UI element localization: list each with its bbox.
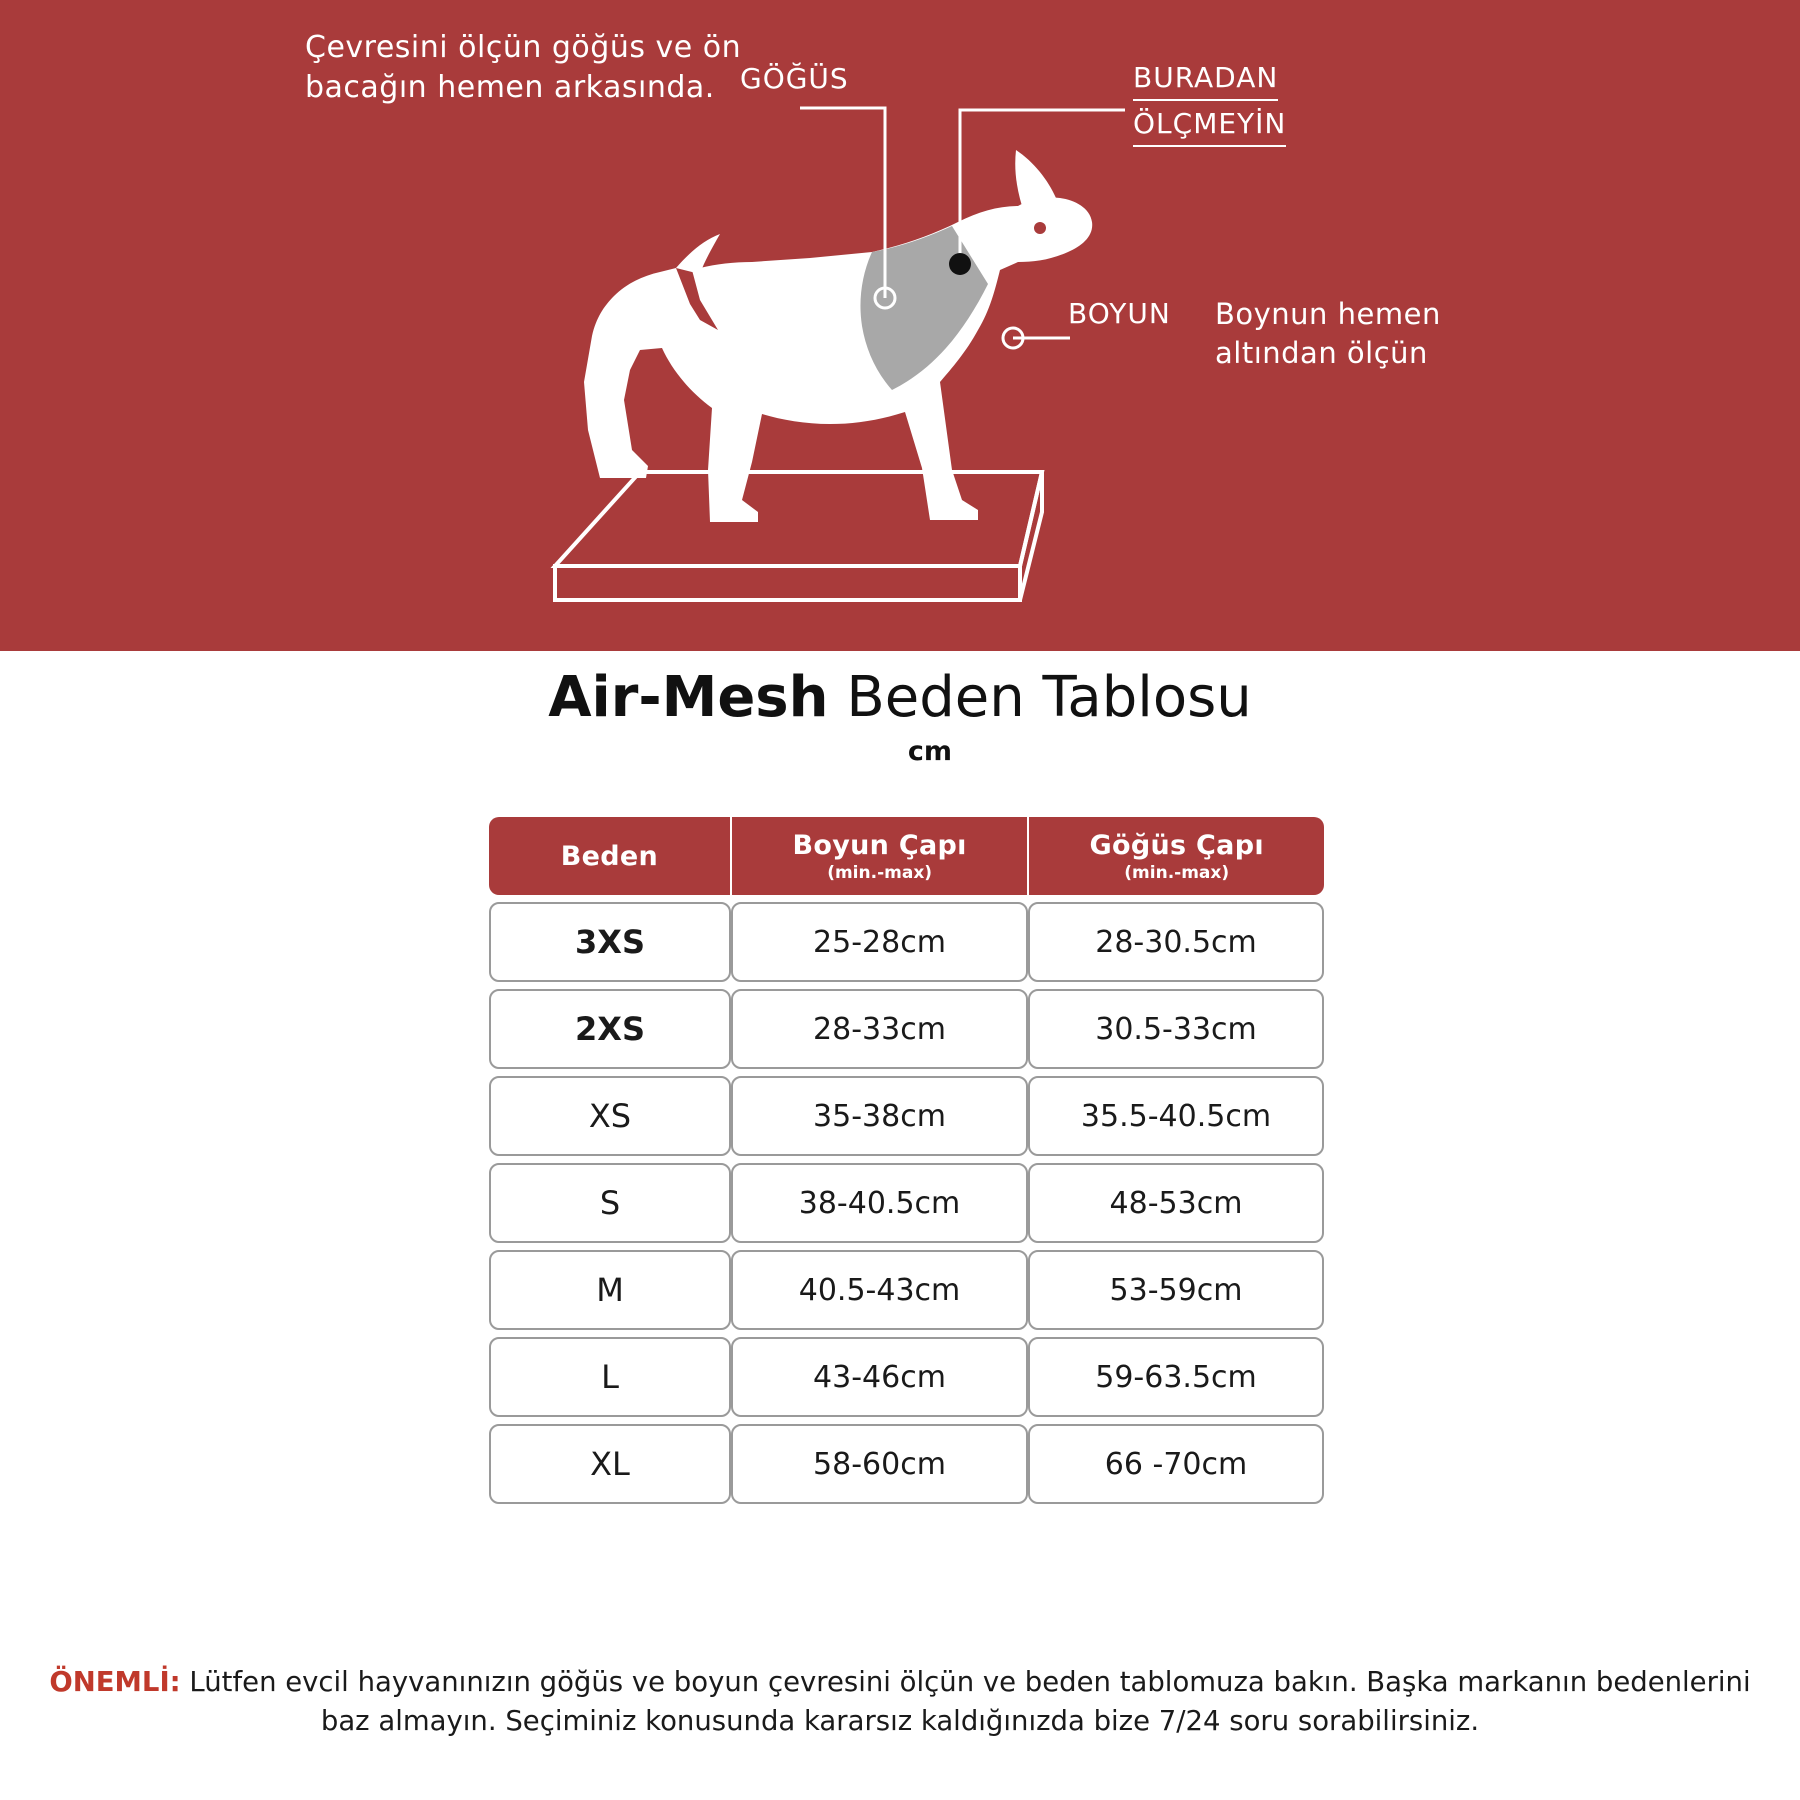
cell-size: M	[489, 1250, 731, 1330]
buradan-olcmeyin-point	[949, 253, 971, 275]
platform-box	[548, 470, 1042, 605]
cell-neck: 38-40.5cm	[731, 1163, 1028, 1243]
do-not-measure-line-1: BURADAN	[1133, 58, 1278, 101]
title-unit: cm	[907, 736, 953, 767]
table-row	[489, 1076, 1324, 1156]
size-table	[489, 817, 1324, 1504]
cell-neck: 58-60cm	[731, 1424, 1028, 1504]
table-row	[489, 1163, 1324, 1243]
header-cell-neck	[732, 817, 1030, 895]
cell-neck: 28-33cm	[731, 989, 1028, 1069]
cell-size: L	[489, 1337, 731, 1417]
cell-chest: 48-53cm	[1028, 1163, 1324, 1243]
title-brand: Air-Mesh	[548, 665, 829, 730]
cell-neck: 43-46cm	[731, 1337, 1028, 1417]
cell-chest: 59-63.5cm	[1028, 1337, 1324, 1417]
table-row	[489, 1250, 1324, 1330]
annotation-chest-label: GÖĞÜS	[740, 62, 849, 95]
cell-neck: 25-28cm	[731, 902, 1028, 982]
cell-chest: 53-59cm	[1028, 1250, 1324, 1330]
cell-chest: 35.5-40.5cm	[1028, 1076, 1324, 1156]
annotation-neck-instruction: Boynun hemen altından ölçün	[1215, 297, 1441, 371]
cell-chest: 66 -70cm	[1028, 1424, 1324, 1504]
note-lead: ÖNEMLİ:	[49, 1666, 181, 1698]
table-row	[489, 1337, 1324, 1417]
note-text: Lütfen evcil hayvanınızın göğüs ve boyun çevresini ölçün ve beden tablomuza bakın. Başka markanın bedenlerini baz almayın. Seçiminiz konusunda kararsız kaldığınızda bize 7/24 soru sorabilirsiniz.	[180, 1666, 1751, 1738]
table-row	[489, 902, 1324, 982]
cell-neck: 40.5-43cm	[731, 1250, 1028, 1330]
header-cell-size	[489, 817, 732, 895]
cell-size: XL	[489, 1424, 731, 1504]
hero-panel	[0, 0, 1800, 651]
header-cell-chest	[1029, 817, 1324, 895]
annotation-do-not-measure	[1133, 58, 1413, 150]
table-row	[489, 989, 1324, 1069]
annotation-chest-instruction: Çevresini ölçün göğüs ve ön bacağın hemen arkasında.	[305, 30, 742, 106]
dog-silhouette	[584, 150, 1092, 522]
cell-size: XS	[489, 1076, 731, 1156]
title-text	[0, 665, 1800, 730]
cell-neck: 35-38cm	[731, 1076, 1028, 1156]
chart-title	[0, 665, 1800, 767]
do-not-measure-line-2: ÖLÇMEYİN	[1133, 104, 1286, 147]
table-header-row	[489, 817, 1324, 895]
cell-chest: 28-30.5cm	[1028, 902, 1324, 982]
header-size-label: Beden	[560, 840, 659, 872]
annotation-neck-label: BOYUN	[1068, 297, 1171, 330]
cell-size: 2XS	[489, 989, 731, 1069]
cell-size: S	[489, 1163, 731, 1243]
header-chest-label: Göğüs Çapı	[1089, 829, 1264, 861]
title-rest: Beden Tablosu	[828, 665, 1252, 730]
header-chest-sublabel: (min.-max)	[1124, 862, 1230, 883]
header-neck-label: Boyun Çapı	[792, 829, 967, 861]
cell-chest: 30.5-33cm	[1028, 989, 1324, 1069]
cell-size: 3XS	[489, 902, 731, 982]
important-note	[0, 1663, 1800, 1741]
header-neck-sublabel: (min.-max)	[827, 862, 933, 883]
table-row	[489, 1424, 1324, 1504]
